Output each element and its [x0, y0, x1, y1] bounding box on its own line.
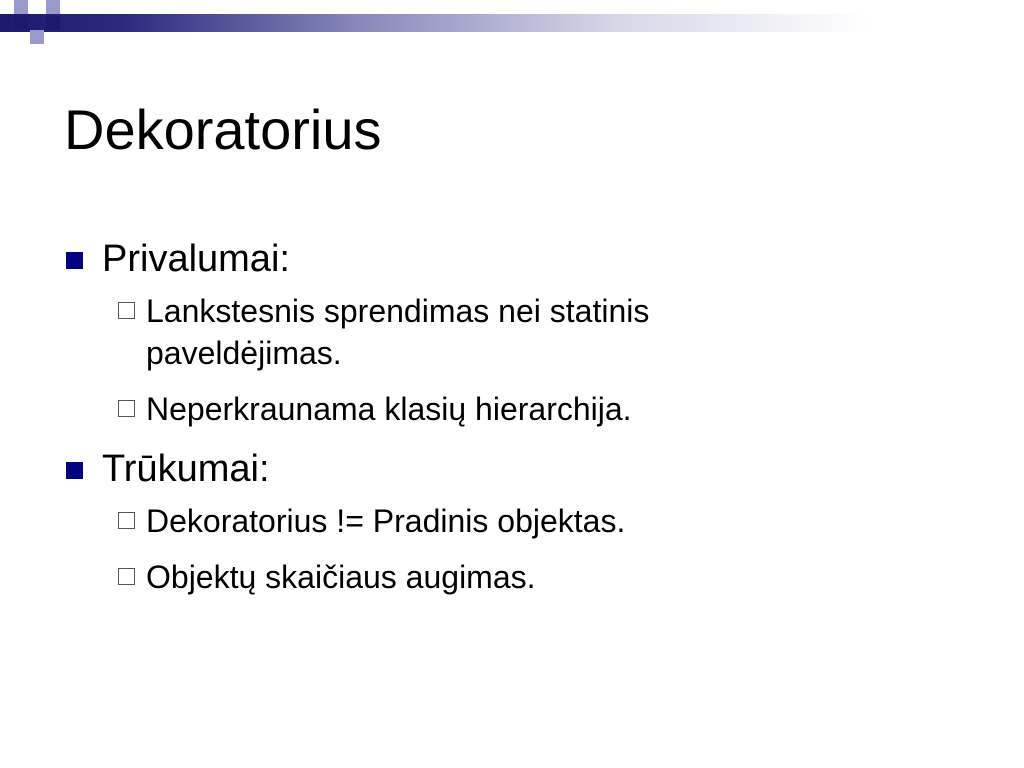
bullet-heading-trukumai — [64, 444, 964, 494]
sub-bullet — [64, 500, 796, 542]
deco-square — [46, 16, 60, 30]
sub-bullet — [64, 556, 796, 598]
deco-square — [14, 16, 28, 30]
sub-bullet-text: Objektų skaičiaus augimas. — [146, 559, 536, 595]
slide-title: Dekoratorius — [64, 98, 382, 161]
bullet-text: Privalumai: — [102, 238, 290, 280]
deco-square — [30, 30, 44, 44]
bullet-text: Trūkumai: — [102, 448, 270, 490]
square-bullet-icon — [66, 462, 83, 479]
sub-bullet — [64, 388, 796, 430]
hollow-square-bullet-icon — [118, 568, 135, 585]
bullet-heading-privalumai — [64, 234, 964, 284]
hollow-square-bullet-icon — [118, 400, 135, 417]
bullet-list — [64, 234, 964, 612]
square-bullet-icon — [66, 252, 83, 269]
deco-square — [14, 0, 28, 14]
header-gradient-bar — [0, 14, 1024, 32]
hollow-square-bullet-icon — [118, 512, 135, 529]
sub-bullet-text: Dekoratorius != Pradinis objektas. — [146, 503, 626, 539]
deco-square — [46, 0, 60, 14]
sub-bullet — [64, 290, 796, 374]
sub-bullet-text: Neperkraunama klasių hierarchija. — [146, 391, 632, 427]
hollow-square-bullet-icon — [118, 302, 135, 319]
sub-bullet-text: Lankstesnis sprendimas nei statinis paveldėjimas. — [146, 293, 650, 371]
